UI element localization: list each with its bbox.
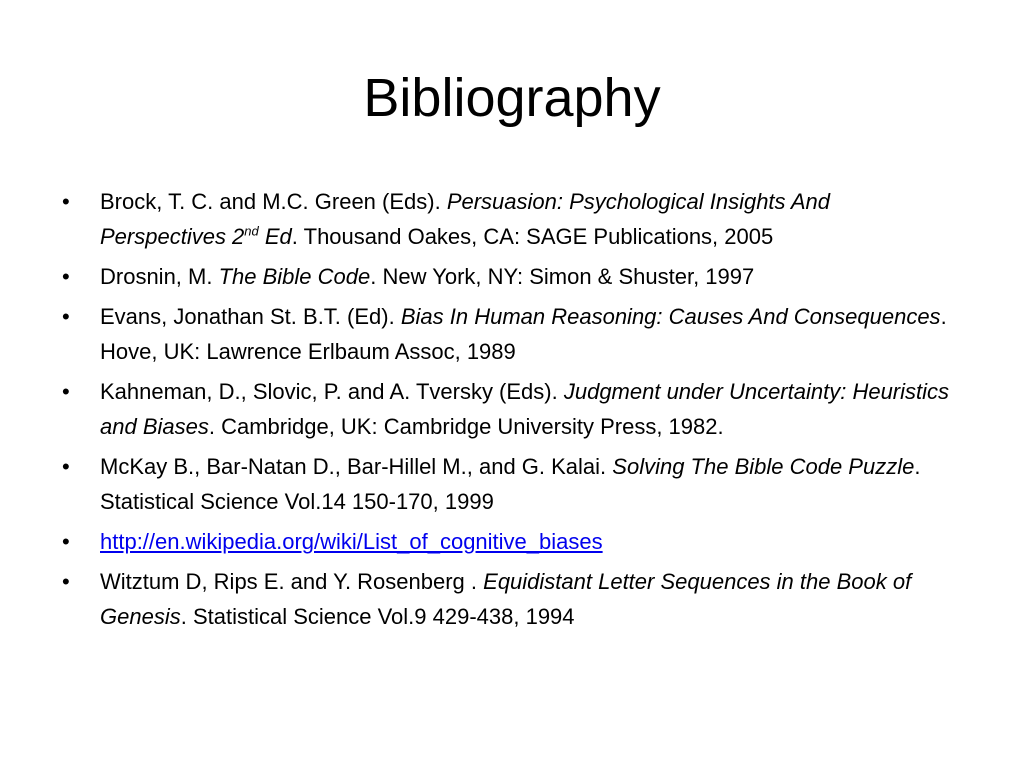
item-title-part: Ed — [258, 224, 292, 249]
item-authors: Evans, Jonathan St. B.T. (Ed). — [100, 304, 401, 329]
item-publisher: . Thousand Oakes, CA: SAGE Publications, 2005 — [291, 224, 774, 249]
item-publisher: . Statistical Science Vol.9 429-438, 1994 — [180, 604, 575, 629]
item-title: Bias In Human Reasoning: Causes And Consequences — [400, 304, 941, 329]
wikipedia-link[interactable]: http://en.wikipedia.org/wiki/List_of_cognitive_biases — [100, 529, 603, 554]
bibliography-item-kahneman — [62, 374, 962, 444]
bibliography-list — [62, 184, 962, 639]
bibliography-item-drosnin — [62, 259, 962, 294]
bullet-icon: • — [62, 189, 70, 214]
slide-title: Bibliography — [363, 68, 661, 128]
bibliography-item-brock — [62, 184, 962, 254]
bibliography-item-witztum — [62, 564, 962, 634]
bullet-icon: • — [62, 379, 70, 404]
bibliography-item-wikipedia — [62, 524, 962, 559]
item-publisher: . Hove, UK: Lawrence Erlbaum Assoc, 1989 — [100, 304, 947, 364]
item-title-superscript: nd — [244, 223, 259, 239]
item-authors: Brock, T. C. and M.C. Green (Eds). — [100, 189, 447, 214]
bullet-icon: • — [62, 454, 70, 479]
item-publisher: . Statistical Science Vol.14 150-170, 1999 — [100, 454, 921, 514]
item-authors: McKay B., Bar-Natan D., Bar-Hillel M., and G. Kalai. — [100, 454, 613, 479]
item-authors: Drosnin, M. — [100, 264, 219, 289]
item-title: Solving The Bible Code Puzzle — [612, 454, 915, 479]
bullet-icon: • — [62, 264, 70, 289]
item-title: The Bible Code — [218, 264, 371, 289]
item-authors: Kahneman, D., Slovic, P. and A. Tversky (Eds). — [100, 379, 564, 404]
item-authors: Witztum D, Rips E. and Y. Rosenberg . — [100, 569, 484, 594]
item-title: Equidistant Letter Sequences in the Book of Genesis — [100, 569, 912, 629]
bibliography-item-mckay — [62, 449, 962, 519]
bullet-icon: • — [62, 569, 70, 594]
bullet-icon: • — [62, 304, 70, 329]
bibliography-item-evans — [62, 299, 962, 369]
bullet-icon: • — [62, 529, 70, 554]
item-publisher: . Cambridge, UK: Cambridge University Press, 1982. — [208, 414, 724, 439]
item-title-part: Persuasion: Psychological Insights And Perspectives 2 — [100, 189, 830, 249]
item-publisher: . New York, NY: Simon & Shuster, 1997 — [370, 264, 755, 289]
item-title: Judgment under Uncertainty: Heuristics and Biases — [100, 379, 950, 439]
